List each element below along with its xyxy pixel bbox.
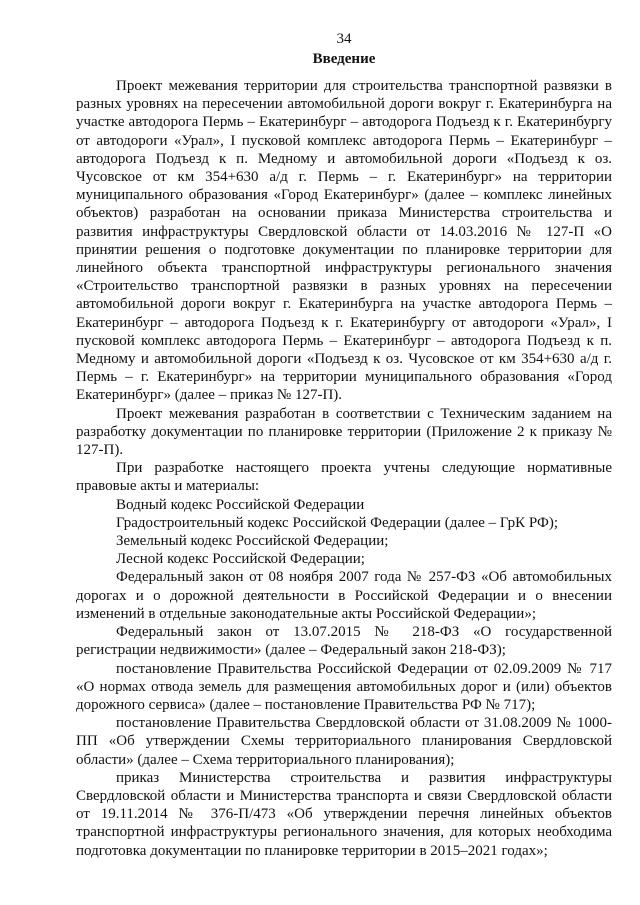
list-item-land-code: Земельный кодекс Российской Федерации; [116, 533, 389, 550]
list-item-law-218: Федеральный закон от 13.07.2015 № 218-ФЗ «О государственной регистрации недвижимости» (далее – Федеральный закон 218-ФЗ); [76, 624, 612, 659]
list-item-water-code: Водный кодекс Российской Федерации [116, 496, 365, 513]
list-item-urban-code: Градостроительный кодекс Российской Федерации (далее – ГрК РФ); [116, 514, 559, 531]
list-item-law-257: Федеральный закон от 08 ноября 2007 года № 257-ФЗ «Об автомобильных дорогах и о дорожной деятельности в Российской Федерации и о внесении изменений в отдельные законодательные акты Российской Федерации»; [76, 569, 612, 622]
paragraph-intro: Проект межевания территории для строительства транспортной развязки в разных уровнях на пересечении автомобильной дороги вокруг г. Екатеринбурга на участке автодорога Пермь – Екатеринбург – автодорога Подъезд к г. Екатеринбургу от автодороги «Урал», I пусковой комплекс автодорога Пермь – Екатеринбург – автодорога Подъезд к п. Медному и автомобильной дороги «Подъезд к оз. Чусовское от км 354+630 а/д г. Пермь – г. Екатеринбург» на территории муниципального образования «Город Екатеринбург» (далее – комплекс линейных объектов) разработан на основании приказа Министерства строительства и развития инфраструктуры Свердловской области от 14.03.2016 № 127-П «О принятии решения о подготовке документации по планировке территории для линейного объекта транспортной инфраструктуры регионального значения «Строительство транспортной развязки в разных уровнях на пересечении автомобильной дороги вокруг г. Екатеринбурга на участке автодорога Пермь – Екатеринбург – автодорога Подъезд к г. Екатеринбургу от автодороги «Урал», I пусковой комплекс автодорога Пермь – Екатеринбург – автодорога Подъезд к п. Медному и автомобильной дороги «Подъезд к оз. Чусовское от км 354+630 а/д г. Пермь – г. Екатеринбург» на территории муниципального образования «Город Екатеринбург» (далее – приказ № 127-П). [76, 78, 612, 404]
paragraph-acts-intro: При разработке настоящего проекта учтены следующие нормативные правовые акты и материалы: [76, 460, 612, 495]
list-item-forest-code: Лесной кодекс Российской Федерации; [116, 551, 365, 568]
list-item-resolution-717: постановление Правительства Российской Федерации от 02.09.2009 № 717 «О нормах отвода земель для размещения автомобильных дорог и (или) объектов дорожного сервиса» (далее – постановление Правительства РФ № 717); [76, 660, 612, 713]
document-page [76, 30, 612, 860]
list-item-order-376: приказ Министерства строительства и развития инфраструктуры Свердловской области и Министерства транспорта и связи Свердловской области от 19.11.2014 № 376-П/473 «Об утверждении перечня линейных объектов транспортной инфраструктуры регионального значения, для которых необходима подготовка документации по планировке территории в 2015–2021 годах»; [76, 769, 612, 859]
list-item-resolution-1000: постановление Правительства Свердловской области от 31.08.2009 № 1000-ПП «Об утверждении Схемы территориального планирования Свердловской области» (далее – Схема территориального планирования); [76, 715, 612, 768]
page-number: 34 [336, 31, 352, 47]
section-heading: Введение [312, 51, 376, 67]
paragraph-basis: Проект межевания разработан в соответствии с Техническим заданием на разработку документации по планировке территории (Приложение 2 к приказу № 127-П). [76, 405, 612, 459]
